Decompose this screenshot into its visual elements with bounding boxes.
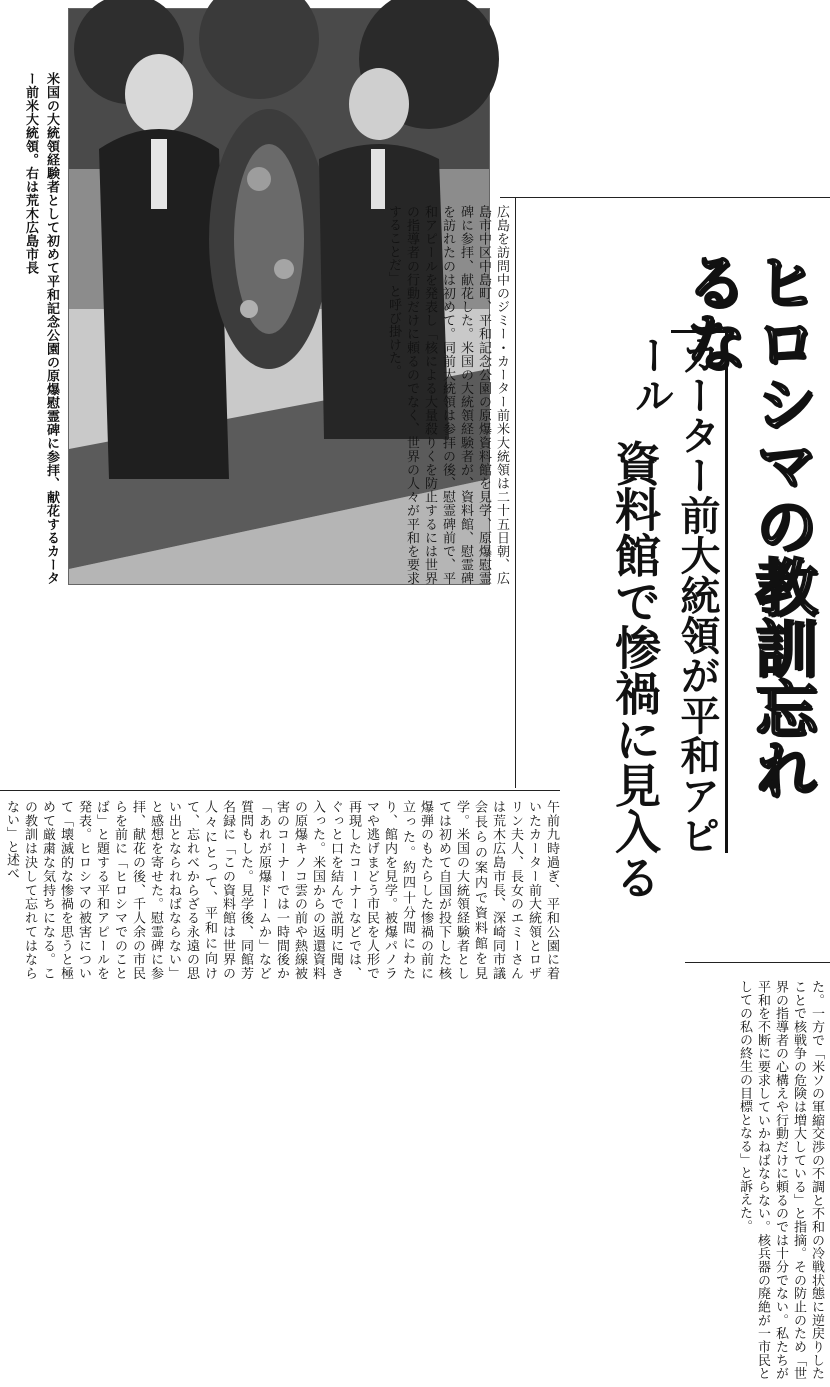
headline-main: ヒロシマの教訓忘れるな (675, 250, 818, 799)
headline-sub: カーター前大統領が平和アピール (628, 335, 720, 855)
article-lead: 広島を訪問中のジミー・カーター前米大統領は二十五日朝、広島市中区中島町、平和記念公園の原爆資料館を見学、原爆慰霊碑に参拝、献花した。米国の大統領経験者が、資料館、慰霊碑を訪れたのは初めて。同前大統領は参拝の後、慰霊碑前で、平和アピールを発表し「核による大量殺りくを防止するには世界の指導者の行動だけに頼るのでなく、世界の人々が平和を要求することだ」と呼び掛けた。 (386, 205, 509, 585)
rule-tail (685, 962, 830, 963)
article-body: 午前九時過ぎ、平和公園に着いたカーター前大統領とロザリン夫人、長女のエミーさんは荒木広島市長、深崎同市議会長らの案内で資料館を見学。米国の大統領経験者としては初めて自国が投下した核爆弾のもたらした惨禍の前に立った。約四十分間にわたり、館内を見学。被爆パノラマや逃げまどう市民を人形で再現したコーナーなどでは、ぐっと口を結んで説明に聞き入った。米国からの返還資料の原爆キノコ雲の前や熱線被害のコーナーでは一時間後か「あれが原爆ドームか」など質問もした。見学後、同館芳名録に「この資料館は世界の人々にとって、平和に向けて、忘れべからざる永遠の思い出となられねばならない」と感想を寄せた。慰霊碑に参拝、献花の後、千人余の市民らを前に「ヒロシマでのことば」と題する平和アピールを発表。ヒロシマの被害について「壊滅的な惨禍を思うと極めて厳粛な気持ちになる。この教訓は決して忘れてはならない」と述べ (4, 800, 559, 980)
rule-middle (0, 790, 560, 791)
article-tail: た。一方で「米ソの軍縮交渉の不調と不和の冷戦状態に逆戻りしたことで核戦争の危険は増大している」と指摘。その防止のため「世界の指導者の心構えや行動だけに頼るのでは十分でない。私たちが平和を不断に要求していかねばならない。核兵器の廃絶が一市民としての私の終生の目標となる」と訴えた。 (737, 980, 824, 1380)
rule-top (500, 197, 830, 198)
photo-caption: 米国の大統領経験者として初めて平和記念公園の原爆慰霊碑に参拝、献花するカーター前米大統領。右は荒木広島市長 (23, 72, 59, 585)
article-body-upper (15, 595, 550, 785)
headline-third: 資料館で惨禍に見入る (608, 440, 662, 900)
